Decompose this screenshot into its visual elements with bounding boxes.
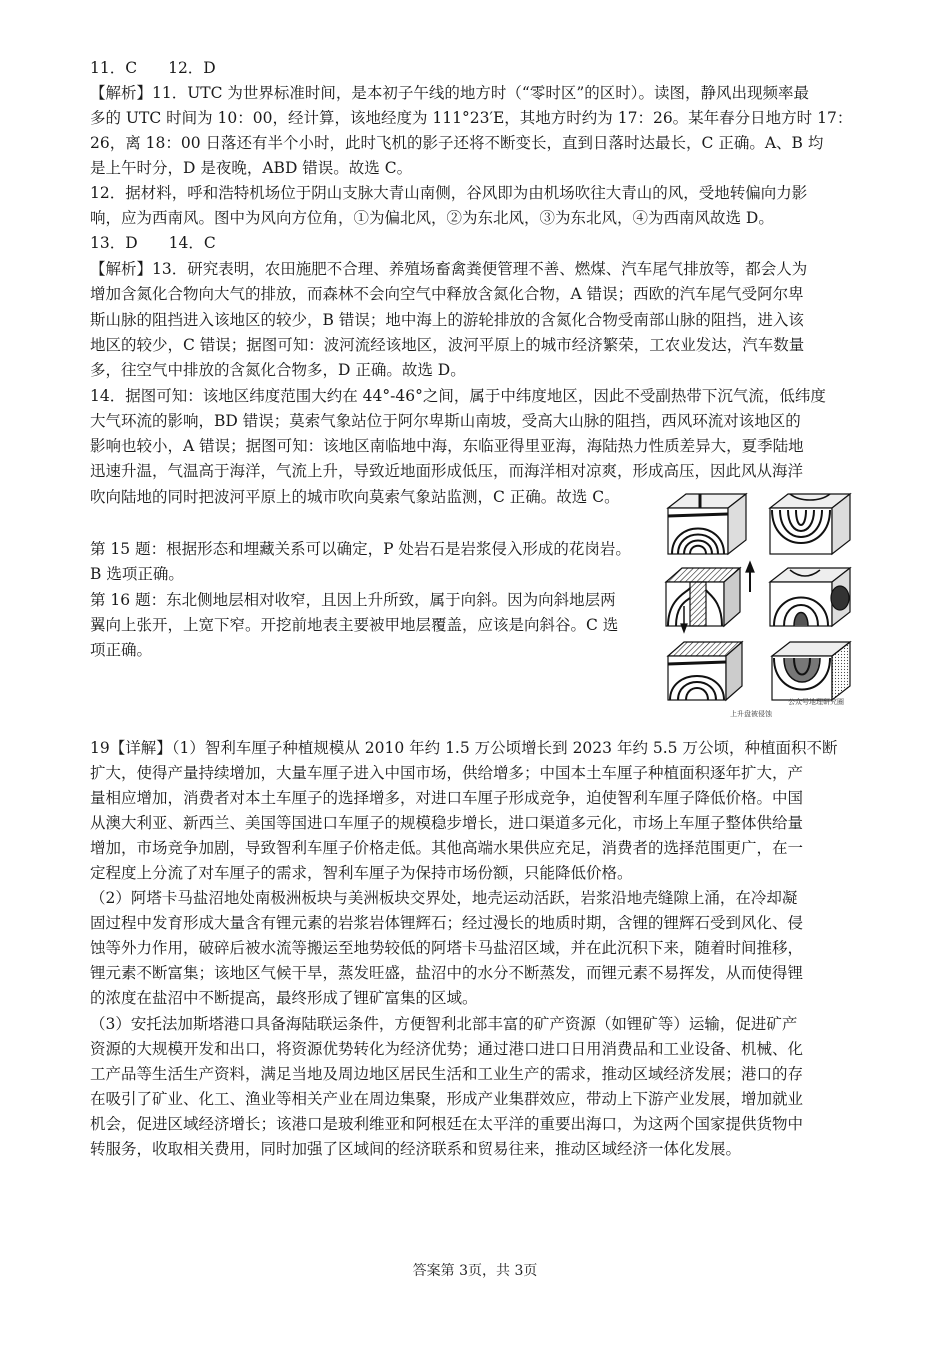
q15-text: B 选项正确。 [90,565,184,583]
analysis-line: 大气环流的影响，BD 错误；莫索气象站位于阿尔卑斯山南坡，受高大山脉的阻挡，西风环流对该地区的 [90,412,801,430]
q19-line: 蚀等外力作用，破碎后被水流等搬运至地势较低的阿塔卡马盐沼区域，并在此沉积下来，随着时间推移， [90,939,804,957]
block-diagram-1 [668,494,746,554]
q19-line: （3）安托法加斯塔港口具备海陆联运条件，方便智利北部丰富的矿产资源（如锂矿等）运输，促进矿产 [90,1015,798,1033]
block-diagram-5 [668,642,742,700]
q16-text: 第 16 题：东北侧地层相对收窄，且因上升所致，属于向斜。因为向斜地层两 [90,591,616,609]
q19-line: 固过程中发育形成大量含有锂元素的岩浆岩体锂辉石；经过漫长的地质时期，含锂的锂辉石受到风化、侵 [90,914,804,932]
q19-line: 定程度上分流了对车厘子的需求，智利车厘子为保持市场份额，只能降低价格。 [90,864,633,882]
block-diagram-4 [770,568,850,626]
q19-line: 量相应增加，消费者对本土车厘子的选择增多，对进口车厘子形成竞争，迫使智利车厘子降低价格。中国 [90,789,804,807]
analysis-line: 影响也较小，A 错误；据图可知：该地区南临地中海，东临亚得里亚海，海陆热力性质差异大，夏季陆地 [90,437,804,455]
q19-line: （2）阿塔卡马盐沼地处南极洲板块与美洲板块交界处，地壳运动活跃，岩浆沿地壳缝隙上涌，在冷却凝 [90,889,798,907]
q19-line: 增加，市场竞争加剧，导致智利车厘子价格走低。其他高端水果供应充足，消费者的选择范围更广，在一 [90,839,804,857]
q19-line: 锂元素不断富集；该地区气候干旱，蒸发旺盛，盐沼中的水分不断蒸发，而锂元素不易挥发，从而使得锂 [90,964,804,982]
q19-line: 资源的大规模开发和出口，将资源优势转化为经济优势；通过港口进口日用消费品和工业设备、机械、化 [90,1040,804,1058]
analysis-line: 【解析】11．UTC 为世界标准时间，是本初子午线的地方时（“零时区”的区时）。读图，静风出现频率最 [90,84,810,102]
analysis-line: 12．据材料，呼和浩特机场位于阴山支脉大青山南侧，谷风即为由机场吹往大青山的风，受地转偏向力影 [90,184,808,202]
block-diagram-6 [772,642,850,700]
analysis-line: 地区的较少，C 错误；据图可知：波河流经该地区，波河平原上的城市经济繁荣，工农业发达，汽车数量 [90,336,805,354]
page-footer: 答案第 3页，共 3页 [412,1263,538,1279]
answer-key-11-12: 11．C 12．D [90,59,216,77]
analysis-line: 多，往空气中排放的含氮化合物多，D 正确。故选 D。 [90,361,466,379]
q16-text: 项正确。 [90,641,153,659]
figure-caption-right: 公众号地理研究圈 [788,698,844,706]
q19-line: 扩大，使得产量持续增加，大量车厘子进入中国市场，供给增多；中国本土车厘子种植面积逐年扩大，产 [90,764,804,782]
analysis-line: 【解析】13．研究表明，农田施肥不合理、养殖场畜禽粪便管理不善、燃煤、汽车尾气排放等，都会人为 [90,260,808,278]
analysis-line: 是上午时分，D 是夜晚，ABD 错误。故选 C。 [90,159,413,177]
q19-line: 转服务，收取相关费用，同时加强了区域间的经济联系和贸易往来，推动区域经济一体化发展。 [90,1140,742,1158]
q19-line: 机会，促进区域经济增长；该港口是玻利维亚和阿根廷在太平洋的重要出海口，为这两个国家提供货物中 [90,1115,804,1133]
q19-line: 19【详解】（1）智利车厘子种植规模从 2010 年约 1.5 万公顷增长到 2023 年约 5.5 万公顷，种植面积不断 [90,739,838,757]
analysis-line: 响，应为西南风。图中为风向方位角，①为偏北风，②为东北风，③为东北风，④为西南风故选 D。 [90,209,774,227]
analysis-line: 26，离 18：00 日落还有半个小时，此时飞机的影子还将不断变长，直到日落时达最长，C 正确。A、B 均 [90,134,824,152]
q19-line: 从澳大利亚、新西兰、美国等国进口车厘子的规模稳步增长，进口渠道多元化，市场上车厘子整体供给量 [90,814,804,832]
analysis-line: 增加含氮化合物向大气的排放，而森林不会向空气中释放含氮化合物，A 错误；西欧的汽车尾气受阿尔卑 [90,285,804,303]
q16-text: 翼向上张开，上宽下窄。开挖前地表主要被甲地层覆盖，应该是向斜谷。C 选 [90,616,619,634]
block-diagram-2 [770,494,850,554]
analysis-line: 14．据图可知：该地区纬度范围大约在 44°-46°之间，属于中纬度地区，因此不受副热带下沉气流，低纬度 [90,387,826,405]
analysis-line: 斯山脉的阻挡进入该地区的较少，B 错误；地中海上的游轮排放的含氮化合物受南部山脉的阻挡，进入该 [90,311,804,329]
block-diagram-3 [666,562,754,632]
figure-caption-left: 上升盘被侵蚀 [730,710,772,718]
q19-line: 的浓度在盐沼中不断提高，最终形成了锂矿富集的区域。 [90,989,478,1007]
analysis-line: 迅速升温，气温高于海洋，气流上升，导致近地面形成低压，而海洋相对凉爽，形成高压，因此风从海洋 [90,462,804,480]
geology-block-diagrams [660,488,860,720]
analysis-line: 多的 UTC 时间为 10：00，经计算，该地经度为 111°23′E，其地方时约为 17：26。某年春分日地方时 17： [90,109,852,127]
answer-key-13-14: 13．D 14．C [90,234,216,252]
q19-line: 工产品等生活生产资料，满足当地及周边地区居民生活和工业生产的需求，推动区域经济发展；港口的存 [90,1065,804,1083]
q15-text: 第 15 题：根据形态和埋藏关系可以确定，P 处岩石是岩浆侵入形成的花岗岩。 [90,540,631,558]
analysis-line: 吹向陆地的同时把波河平原上的城市吹向莫索气象站监测，C 正确。故选 C。 [90,488,620,506]
q19-line: 在吸引了矿业、化工、渔业等相关产业在周边集聚，形成产业集群效应，带动上下游产业发展，增加就业 [90,1090,804,1108]
